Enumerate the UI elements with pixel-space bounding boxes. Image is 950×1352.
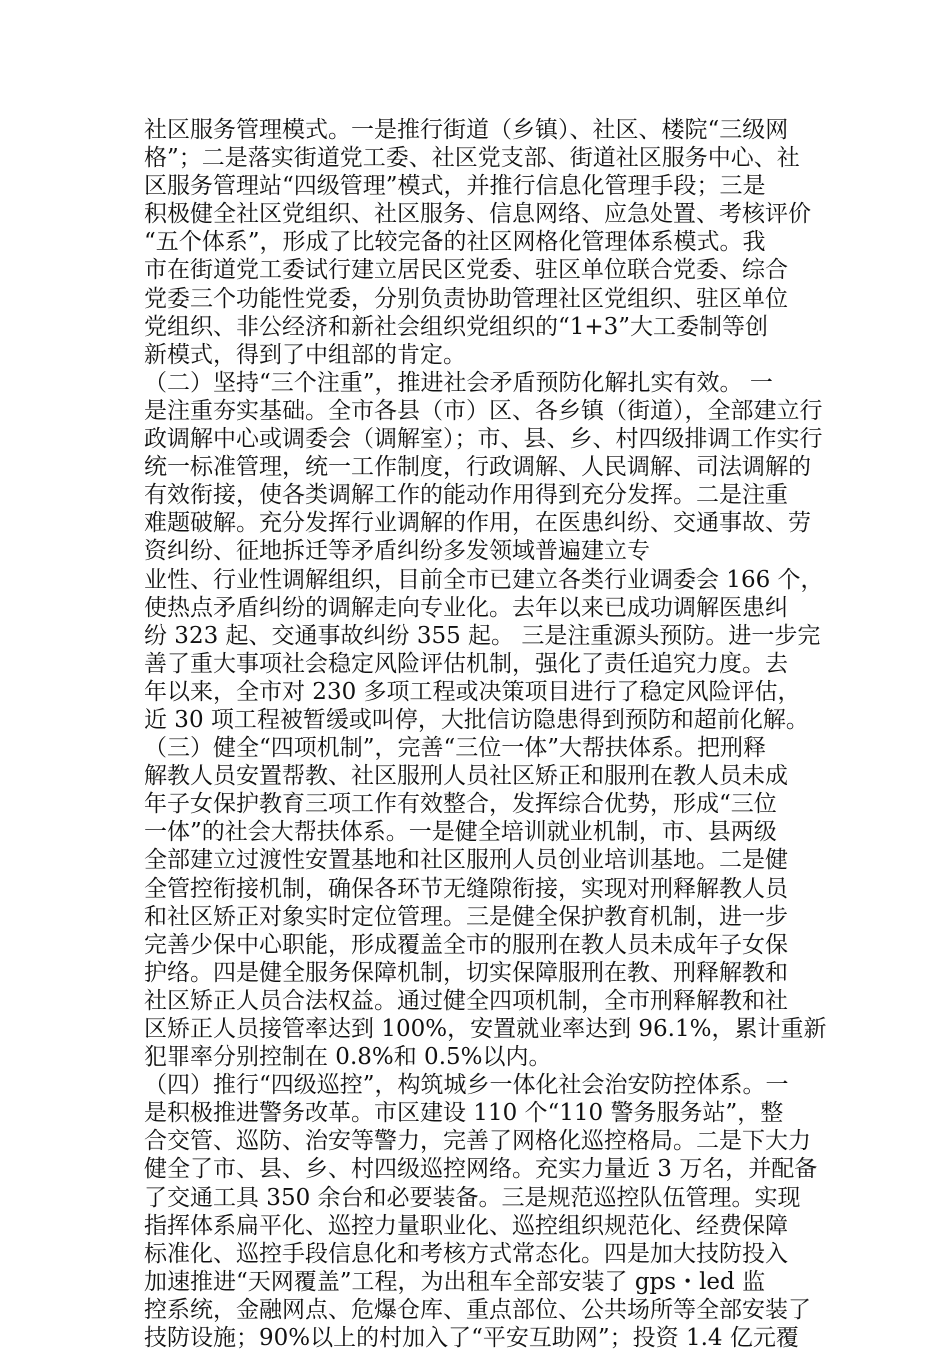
text-line: 统一标准管理，统一工作制度，行政调解、人民调解、司法调解的 — [144, 454, 811, 481]
text-line: 新模式，得到了中组部的肯定。 — [144, 341, 466, 368]
body-text — [144, 116, 827, 1352]
text-line: 年子女保护教育三项工作有效整合，发挥综合优势，形成“三位 — [144, 791, 777, 818]
text-line: 使热点矛盾纠纷的调解走向专业化。去年以来已成功调解医患纠 — [144, 594, 788, 621]
text-line: 格”；二是落实街道党工委、社区党支部、街道社区服务中心、社 — [144, 145, 800, 172]
text-line: 政调解中心或调委会（调解室）；市、县、乡、村四级排调工作实行 — [144, 426, 823, 453]
text-line: 党委三个功能性党委，分别负责协助管理社区党组织、驻区单位 — [144, 285, 788, 312]
text-line: 党组织、非公经济和新社会组织党组织的“1+3”大工委制等创 — [144, 313, 769, 340]
text-line: 一体”的社会大帮扶体系。一是健全培训就业机制，市、县两级 — [144, 819, 777, 846]
text-line: 控系统，金融网点、危爆仓库、重点部位、公共场所等全部安装了 — [144, 1296, 811, 1323]
text-line: 完善少保中心职能，形成覆盖全市的服刑在教人员未成年子女保 — [144, 931, 788, 958]
text-line: 合交管、巡防、治安等警力，完善了网格化巡控格局。二是下大力 — [144, 1128, 811, 1155]
text-line: 和社区矫正对象实时定位管理。三是健全保护教育机制，进一步 — [144, 903, 788, 930]
text-line: 技防设施；90%以上的村加入了“平安互助网”；投资 1.4 亿元覆 — [144, 1325, 799, 1352]
section-heading-line: （四）推行“四级巡控”，构筑城乡一体化社会治安防控体系。一 — [144, 1072, 789, 1099]
text-line: 健全了市、县、乡、村四级巡控网络。充实力量近 3 万名，并配备 — [144, 1156, 818, 1183]
text-line: 是注重夯实基础。全市各县（市）区、各乡镇（街道），全部建立行 — [144, 397, 823, 424]
text-line: 社区矫正人员合法权益。通过健全四项机制，全市刑释解教和社 — [144, 987, 788, 1014]
text-line: 近 30 项工程被暂缓或叫停，大批信访隐患得到预防和超前化解。 — [144, 706, 809, 733]
text-line: 难题破解。充分发挥行业调解的作用，在医患纠纷、交通事故、劳 — [144, 510, 811, 537]
text-line: 社区服务管理模式。一是推行街道（乡镇）、社区、楼院“三级网 — [144, 117, 789, 143]
text-line: “五个体系”，形成了比较完备的社区网格化管理体系模式。我 — [144, 229, 766, 256]
text-line: 区矫正人员接管率达到 100%，安置就业率达到 96.1%，累计重新 — [144, 1016, 827, 1042]
text-line: 加速推进“天网覆盖”工程，为出租车全部安装了 gps・led 监 — [144, 1268, 766, 1295]
text-line: 市在街道党工委试行建立居民区党委、驻区单位联合党委、综合 — [144, 257, 788, 284]
text-line: 年以来，全市对 230 多项工程或决策项目进行了稳定风险评估， — [144, 678, 801, 705]
text-line: 资纠纷、征地拆迁等矛盾纠纷多发领域普遍建立专 — [144, 538, 650, 565]
text-line: 是积极推进警务改革。市区建设 110 个“110 警务服务站”，整 — [144, 1100, 784, 1127]
text-line: 指挥体系扁平化、巡控力量职业化、巡控组织规范化、经费保障 — [144, 1212, 788, 1239]
text-line: 全管控衔接机制，确保各环节无缝隙衔接，实现对刑释解教人员 — [144, 875, 788, 902]
section-heading-line: （二）坚持“三个注重”，推进社会矛盾预防化解扎实有效。 一 — [144, 369, 773, 396]
text-line: 纷 323 起、交通事故纠纷 355 起。 三是注重源头预防。进一步完 — [144, 622, 821, 649]
text-line: 业性、行业性调解组织，目前全市已建立各类行业调委会 166 个， — [144, 566, 824, 593]
text-line: 解教人员安置帮教、社区服刑人员社区矫正和服刑在教人员未成 — [144, 763, 788, 790]
text-line: 护络。四是健全服务保障机制，切实保障服刑在教、刑释解教和 — [144, 959, 788, 986]
text-line: 了交通工具 350 余台和必要装备。三是规范巡控队伍管理。实现 — [144, 1184, 801, 1211]
text-line: 区服务管理站“四级管理”模式，并推行信息化管理手段；三是 — [144, 173, 766, 200]
text-line: 积极健全社区党组织、社区服务、信息网络、应急处置、考核评价 — [144, 201, 811, 228]
text-line: 全部建立过渡性安置基地和社区服刑人员创业培训基地。二是健 — [144, 847, 788, 874]
text-line: 有效衔接，使各类调解工作的能动作用得到充分发挥。二是注重 — [144, 482, 788, 509]
text-line: 犯罪率分别控制在 0.8%和 0.5%以内。 — [144, 1044, 552, 1071]
text-line: 善了重大事项社会稳定风险评估机制，强化了责任追究力度。去 — [144, 650, 788, 677]
text-line: 标准化、巡控手段信息化和考核方式常态化。四是加大技防投入 — [144, 1240, 788, 1267]
section-heading-line: （三）健全“四项机制”，完善“三位一体”大帮扶体系。把刑释 — [144, 735, 767, 762]
